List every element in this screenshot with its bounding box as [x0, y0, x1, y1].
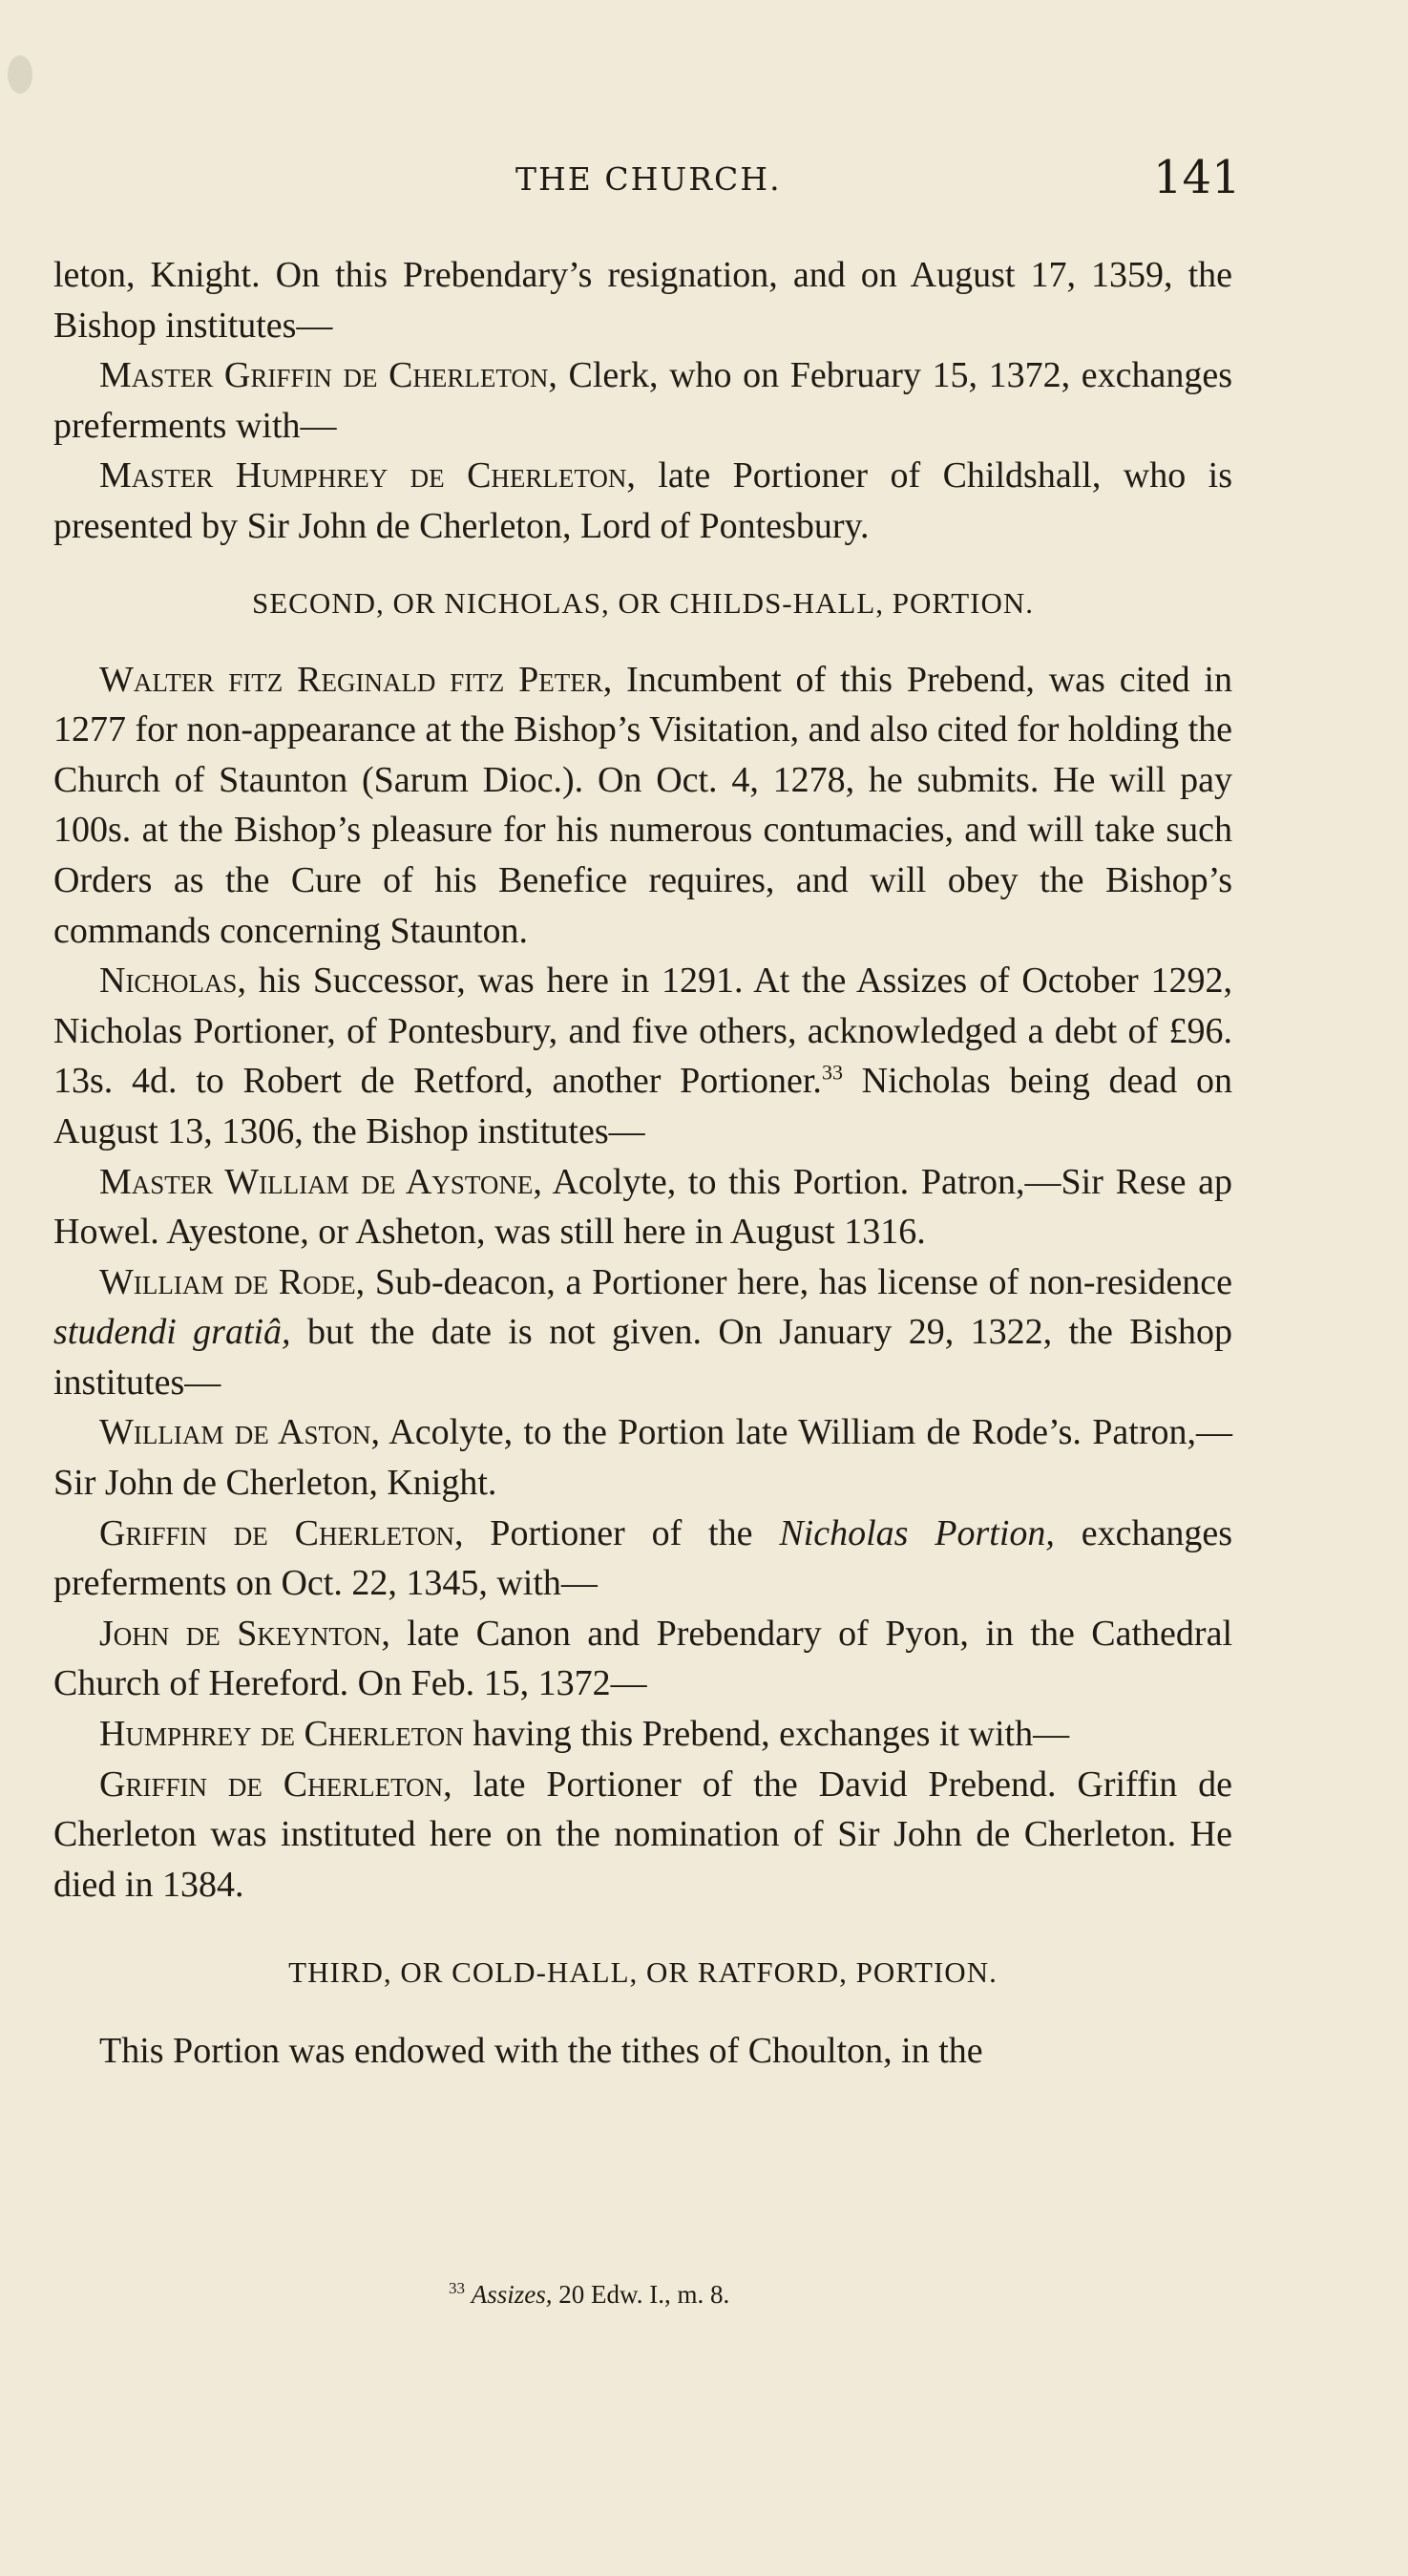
footnote-text: 20 Edw. I., m. 8.	[552, 2280, 730, 2309]
paragraph	[53, 655, 1232, 957]
paragraph	[53, 1407, 1232, 1508]
paragraph	[53, 1709, 1232, 1760]
person-name: Walter fitz Reginald fitz Peter,	[99, 659, 613, 700]
paragraph	[53, 1509, 1232, 1609]
person-name: Master Humphrey de Cherleton,	[99, 455, 636, 496]
paragraph-text: his Successor, was here in 1291. At the Assizes of October 1292, Nicholas Portioner, of Pontesbury, and five others, acknowledged a debt of £96. 13s. 4d. to Robert de Retford, another Portioner.	[53, 961, 1232, 1102]
person-name: William de Rode,	[99, 1261, 366, 1302]
section-heading: SECOND, OR NICHOLAS, OR CHILDS-HALL, PORTION.	[251, 585, 1035, 620]
footnote-source: Assizes,	[471, 2280, 553, 2309]
footnote-number: 33	[449, 2279, 465, 2297]
footnote-reference: 33	[821, 1060, 843, 1085]
paragraph-text: late Portioner of Childshall, who is presented by Sir John de Cherleton, Lord of Pontesbury.	[53, 455, 1232, 546]
paragraph	[53, 2026, 1232, 2077]
page-number: 141	[1153, 151, 1241, 204]
paragraph-text: exchanges preferments on Oct. 22, 1345, with—	[53, 1512, 1232, 1604]
running-head: THE CHURCH.	[515, 160, 782, 198]
person-name: Master Griffin de Cherleton,	[99, 355, 557, 396]
paragraph	[53, 1157, 1232, 1257]
paragraph	[53, 956, 1232, 1156]
person-name: John de Skeynton,	[99, 1613, 390, 1654]
paragraph-text: Portioner of the	[463, 1512, 780, 1553]
latin-phrase: studendi gratiâ,	[53, 1312, 291, 1353]
section-heading: THIRD, OR COLD-HALL, OR RATFORD, PORTION.	[288, 1955, 998, 1990]
person-name: Nicholas,	[99, 961, 246, 1002]
paragraph-text: Clerk, who on February 15, 1372, exchanges preferments with—	[53, 355, 1232, 446]
paragraph	[53, 1609, 1232, 1709]
paragraph-text: Acolyte, to this Portion. Patron,—Sir Rese ap Howel. Ayestone, or Asheton, was still here in August 1316.	[53, 1161, 1232, 1253]
paragraph	[53, 250, 1232, 350]
paragraph-text: having this Prebend, exchanges it with—	[463, 1714, 1070, 1755]
paragraph-text: Acolyte, to the Portion late William de Rode’s. Patron,—Sir John de Cherleton, Knight.	[53, 1412, 1232, 1504]
portion-name: Nicholas Portion,	[779, 1512, 1055, 1553]
paragraph-text: leton, Knight. On this Prebendary’s resignation, and on August 17, 1359, the Bishop institutes—	[53, 255, 1232, 346]
page-stain	[8, 55, 32, 94]
footnote	[449, 2280, 729, 2310]
person-name: Humphrey de Cherleton	[99, 1714, 464, 1755]
paragraph-text: but the date is not given. On January 29, 1322, the Bishop institutes—	[53, 1312, 1232, 1403]
person-name: Griffin de Cherleton,	[99, 1763, 452, 1805]
paragraph-text: Incumbent of this Prebend, was cited in 1277 for non-appearance at the Bishop’s Visitation, and also cited for holding the Church of Staunton (Sarum Dioc.). On Oct. 4, 1278, he submits. He will pay 100s. at the Bishop’s pleasure for his numerous contumacies, and will take such Orders as the Cure of his Benefice requires, and will obey the Bishop’s commands concerning Staunton.	[53, 659, 1232, 951]
paragraph-text: This Portion was endowed with the tithes of Choulton, in the	[99, 2031, 983, 2072]
paragraph-text: Nicholas being dead on August 13, 1306, the Bishop institutes—	[53, 1061, 1232, 1151]
person-name: Master William de Aystone,	[99, 1161, 542, 1202]
paragraph-text: late Canon and Prebendary of Pyon, in the Cathedral Church of Hereford. On Feb. 15, 1372—	[53, 1613, 1232, 1704]
page-body	[53, 250, 1232, 2077]
paragraph-text: Sub-deacon, a Portioner here, has license of non-residence	[365, 1261, 1232, 1302]
person-name: William de Aston,	[99, 1412, 380, 1453]
paragraph	[53, 451, 1232, 551]
paragraph	[53, 1257, 1232, 1408]
person-name: Griffin de Cherleton,	[99, 1512, 464, 1553]
paragraph-text: late Portioner of the David Prebend. Griffin de Cherleton was instituted here on the nomination of Sir John de Cherleton. He died in 1384.	[53, 1763, 1233, 1905]
paragraph	[53, 350, 1232, 451]
paragraph	[53, 1760, 1232, 1911]
